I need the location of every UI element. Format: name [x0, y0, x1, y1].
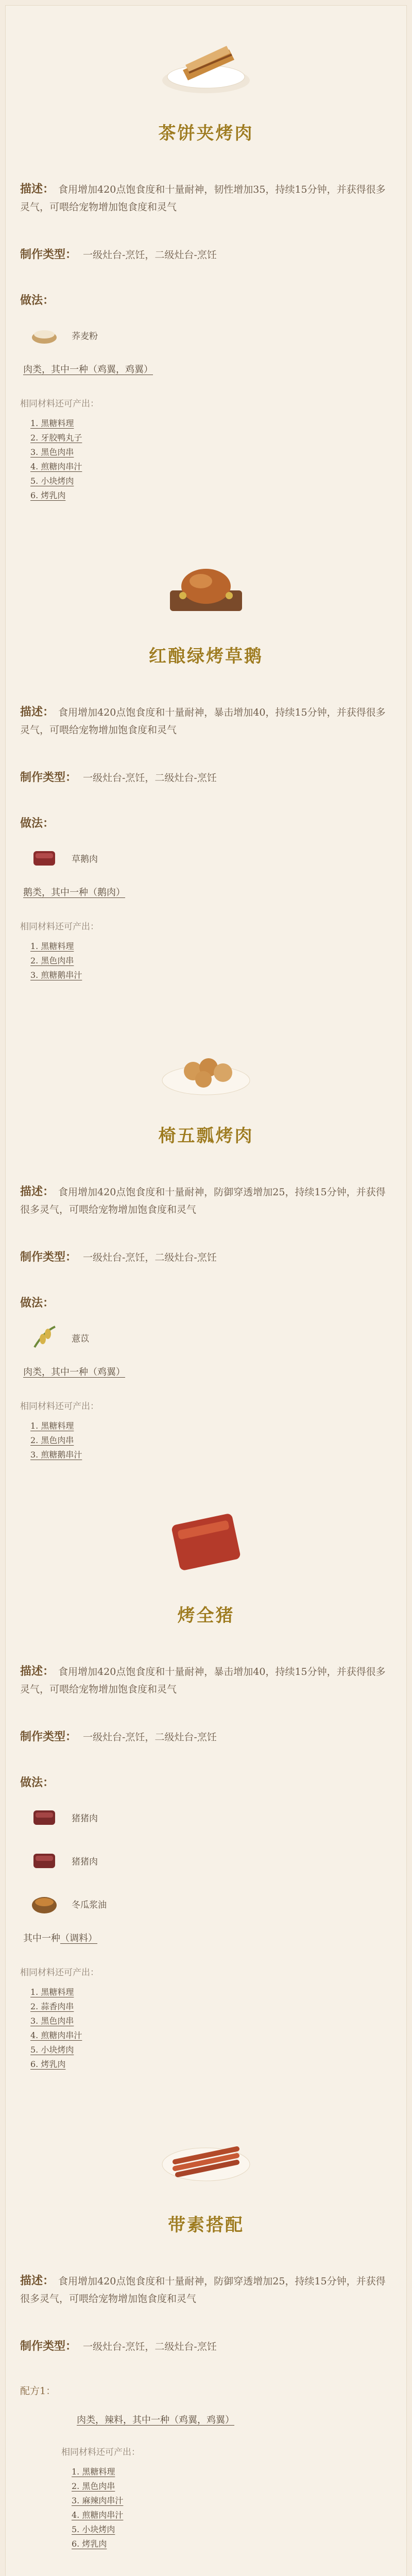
also-produces-title: 相同材料还可产出：: [61, 2447, 140, 2458]
ingredient-name: 猪猪肉: [72, 1856, 98, 1867]
description-label: 描述：: [20, 1665, 55, 1678]
recipe-5: [20, 2097, 392, 2576]
ingredient-item[interactable]: [28, 319, 392, 351]
meat-icon: [28, 842, 60, 874]
source-link[interactable]: 鸡翼）: [207, 2415, 234, 2426]
source-line: [23, 362, 392, 376]
also-produces-title: 相同材料还可产出：: [20, 399, 99, 409]
recipe-1: [20, 6, 392, 529]
source-text: 肉类，其中一种: [23, 1367, 88, 1378]
also-produces-item[interactable]: 2. 黑色肉串: [72, 2481, 115, 2491]
recipe-2: [20, 529, 392, 1008]
ingredient-name: 猪猪肉: [72, 1813, 98, 1824]
source-link[interactable]: （鸡翼，: [88, 364, 125, 375]
craft-type-value: 一级灶台-烹饪，二级灶台-烹饪: [83, 1252, 217, 1263]
also-produces-list: [30, 939, 392, 982]
pork-icon: [28, 1801, 60, 1833]
source-text: 其中一种: [23, 1933, 60, 1944]
ingredient-name: 草鹅肉: [72, 854, 98, 865]
also-produces-item[interactable]: 3. 麻辣肉串汁: [72, 2496, 124, 2505]
also-produces-list: [72, 2465, 392, 2551]
recipe-3: [20, 1008, 392, 1488]
also-produces-item[interactable]: 5. 小块烤肉: [72, 2524, 115, 2534]
source-text: 肉类，其中一种: [23, 364, 88, 375]
also-produces-list: [30, 1985, 392, 2072]
recipe-4: [20, 1488, 392, 2097]
description-text: 食用增加420点饱食度和十量耐神，暴击增加40，持续15分钟，并获得很多灵气，可喂给宠物增加饱食度和灵气: [20, 707, 386, 736]
also-produces-item[interactable]: 2. 黑色肉串: [30, 1435, 74, 1445]
also-produces-item[interactable]: 4. 煎糖肉串汁: [30, 462, 82, 471]
source-text: 鹅类，其中一种: [23, 887, 88, 898]
description-text: 食用增加420点饱食度和十量耐神，韧性增加35，持续15分钟，并获得很多灵气，可喂给宠物增加饱食度和灵气: [20, 184, 386, 213]
also-produces-item[interactable]: 3. 黑色肉串: [30, 2016, 74, 2026]
craft-type-value: 一级灶台-烹饪，二级灶台-烹饪: [83, 1732, 217, 1743]
flour-bowl-icon: [28, 319, 60, 351]
grain-icon: [28, 1321, 60, 1353]
source-text: 肉类，辣料，其中一种: [77, 2415, 169, 2426]
dish-description: [20, 1183, 392, 1218]
also-produces-item[interactable]: 3. 煎糖鹅串汁: [30, 970, 82, 980]
ingredients-label: 做法：: [20, 817, 55, 830]
craft-type-value: 一级灶台-烹饪，二级灶台-烹饪: [83, 2341, 217, 2352]
dish-title: 茶饼夹烤肉: [158, 123, 254, 144]
craft-type: [20, 1728, 392, 1744]
also-produces-item[interactable]: 2. 黑色肉串: [30, 956, 74, 965]
also-produces-item[interactable]: 6. 烤乳肉: [30, 490, 66, 500]
dish-description: [20, 2272, 392, 2308]
also-produces-item[interactable]: 6. 烤乳肉: [72, 2539, 107, 2549]
dish-description: [20, 703, 392, 739]
dish-title: 椅五瓢烤肉: [158, 1126, 254, 1146]
dish-image-roast-goose: [152, 544, 260, 621]
also-produces-item[interactable]: 2. 牙胶鸭丸子: [30, 433, 82, 443]
description-label: 描述：: [20, 2274, 55, 2287]
also-produces-item[interactable]: 1. 黑糖料理: [30, 941, 74, 951]
also-produces-title: 相同材料还可产出：: [20, 1968, 99, 1978]
source-line: [23, 1365, 392, 1378]
source-link[interactable]: （调料）: [60, 1933, 97, 1944]
also-produces: [20, 1399, 392, 1462]
craft-type: [20, 1248, 392, 1264]
ingredient-item[interactable]: [28, 1801, 392, 1833]
ingredient-name: 薏苡: [72, 1333, 89, 1344]
dish-image-skewers: [152, 2113, 260, 2190]
craft-type: [20, 769, 392, 785]
dish-description: [20, 1663, 392, 1698]
also-produces-item[interactable]: 3. 煎糖鹅串汁: [30, 1450, 82, 1460]
source-link[interactable]: （鸡翼，: [169, 2415, 207, 2426]
sauce-bowl-icon: [28, 1888, 60, 1920]
also-produces: [20, 1965, 392, 2072]
also-produces: [20, 396, 392, 503]
also-produces-item[interactable]: 1. 黑糖料理: [72, 2467, 115, 2477]
recipe-page: [5, 5, 407, 2576]
craft-type-value: 一级灶台-烹饪，二级灶台-烹饪: [83, 772, 217, 784]
description-text: 食用增加420点饱食度和十量耐神，防御穿透增加25，持续15分钟，并获得很多灵气，可喂给宠物增加饱食度和灵气: [20, 2276, 386, 2304]
ingredients-label: 做法：: [20, 1296, 55, 1310]
also-produces-item[interactable]: 1. 黑糖料理: [30, 1421, 74, 1431]
source-line: [77, 2413, 392, 2426]
recipe-slot-head: 配方1：: [20, 2385, 56, 2397]
source-link[interactable]: （鸡翼）: [88, 1367, 125, 1378]
description-label: 描述：: [20, 182, 55, 196]
also-produces-list: [30, 1419, 392, 1462]
source-line: [23, 885, 392, 899]
also-produces-list: [30, 416, 392, 503]
ingredient-item[interactable]: [28, 1844, 392, 1876]
dish-image-sandwich: [152, 21, 260, 98]
dish-title: 红酿绿烤草鹅: [149, 646, 263, 667]
source-line: [23, 1931, 392, 1944]
also-produces-item[interactable]: 4. 煎糖肉串汁: [30, 2030, 82, 2040]
ingredient-item[interactable]: [28, 1321, 392, 1353]
ingredient-name: 冬瓜浆油: [72, 1900, 107, 1910]
craft-type-label: 制作类型：: [20, 1250, 77, 1264]
craft-type-label: 制作类型：: [20, 1730, 77, 1743]
source-link[interactable]: （鹅肉）: [88, 887, 125, 898]
ingredients-label: 做法：: [20, 1776, 55, 1789]
also-produces-item[interactable]: 3. 黑色肉串: [30, 447, 74, 457]
description-text: 食用增加420点饱食度和十量耐神，防御穿透增加25，持续15分钟，并获得很多灵气，可喂给宠物增加饱食度和灵气: [20, 1187, 386, 1215]
also-produces: [61, 2445, 392, 2551]
pork-icon: [28, 1844, 60, 1876]
description-label: 描述：: [20, 705, 55, 719]
craft-type-label: 制作类型：: [20, 2340, 77, 2353]
also-produces-item[interactable]: 5. 小块烤肉: [30, 476, 74, 486]
source-link[interactable]: 鸡翼）: [125, 364, 153, 375]
also-produces-title: 相同材料还可产出：: [20, 922, 99, 932]
craft-type-label: 制作类型：: [20, 248, 77, 261]
ingredient-item[interactable]: [28, 842, 392, 874]
craft-type-label: 制作类型：: [20, 771, 77, 784]
craft-type-value: 一级灶台-烹饪，二级灶台-烹饪: [83, 249, 217, 261]
ingredients-label: 做法：: [20, 294, 55, 307]
also-produces-item[interactable]: 5. 小块烤肉: [30, 2045, 74, 2055]
ingredient-item[interactable]: [28, 1888, 392, 1920]
also-produces-item[interactable]: 1. 黑糖料理: [30, 418, 74, 428]
dish-image-roast-pig: [152, 1503, 260, 1581]
dish-title: 烤全猪: [177, 1605, 235, 1626]
also-produces-title: 相同材料还可产出：: [20, 1401, 99, 1412]
craft-type: [20, 246, 392, 262]
also-produces-item[interactable]: 6. 烤乳肉: [30, 2059, 66, 2069]
dish-title: 带素搭配: [168, 2215, 244, 2235]
craft-type: [20, 2337, 392, 2353]
also-produces-item[interactable]: 2. 蒜香肉串: [30, 2002, 74, 2011]
dish-description: [20, 180, 392, 216]
dish-image-meat-buns: [152, 1024, 260, 1101]
also-produces-item[interactable]: 4. 煎糖肉串汁: [72, 2510, 124, 2520]
description-text: 食用增加420点饱食度和十量耐神，暴击增加40，持续15分钟，并获得很多灵气，可喂给宠物增加饱食度和灵气: [20, 1666, 386, 1695]
also-produces-item[interactable]: 1. 黑糖料理: [30, 1987, 74, 1997]
also-produces: [20, 919, 392, 982]
ingredient-name: 荞麦粉: [72, 331, 98, 342]
description-label: 描述：: [20, 1185, 55, 1198]
